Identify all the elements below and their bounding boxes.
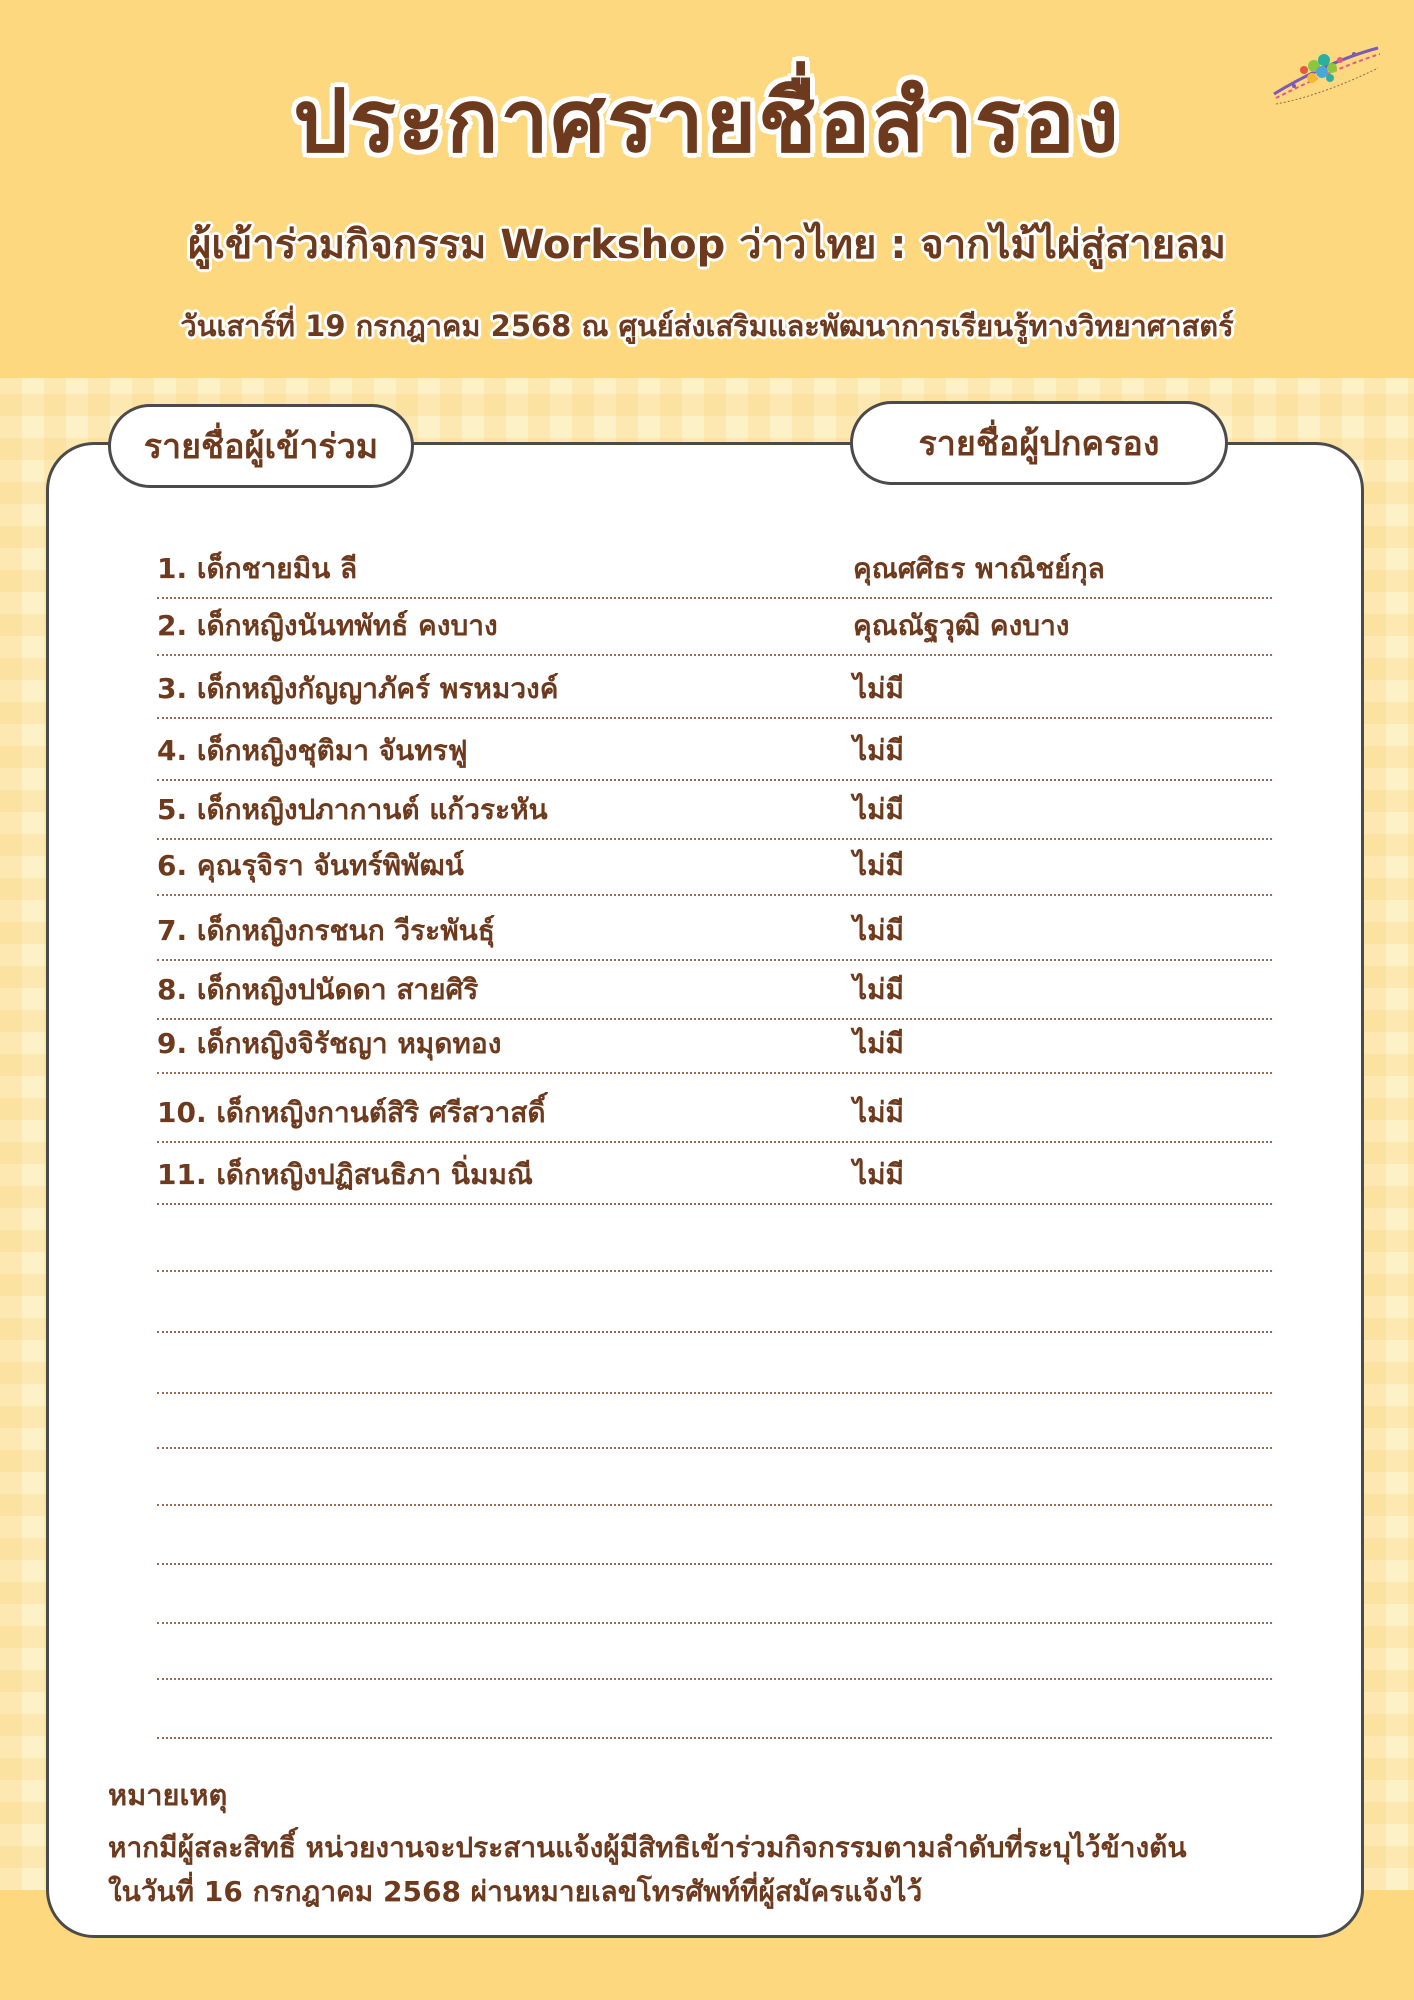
list-row (157, 1393, 1272, 1449)
remark-line: ในวันที่ 16 กรกฎาคม 2568 ผ่านหมายเลขโทรศัพท์ที่ผู้สมัครแจ้งไว้ (108, 1875, 923, 1908)
participant-name: 10. เด็กหญิงกานต์สิริ ศรีสวาสดิ์ (157, 1096, 546, 1129)
list-row (157, 1018, 1272, 1074)
list-row (157, 964, 1272, 1020)
list-row (157, 1683, 1272, 1739)
list-row (157, 784, 1272, 840)
list-row (157, 725, 1272, 781)
list-row (157, 663, 1272, 719)
list-row (157, 1277, 1272, 1333)
list-row (157, 1338, 1272, 1394)
list-row (157, 1149, 1272, 1205)
participant-name: 11. เด็กหญิงปฏิสนธิภา นิ่มมณี (157, 1158, 533, 1191)
guardian-name: ไม่มี (853, 1096, 904, 1129)
participant-name: 9. เด็กหญิงจิรัชญา หมุดทอง (157, 1027, 502, 1060)
list-row (157, 905, 1272, 961)
list-row (157, 600, 1272, 656)
list-row (157, 840, 1272, 896)
list-row (157, 1624, 1272, 1680)
guardian-name: คุณศศิธร พาณิชย์กุล (853, 552, 1105, 585)
list-row (157, 1450, 1272, 1506)
list-row (157, 543, 1272, 599)
guardian-name: ไม่มี (853, 914, 904, 947)
participants-heading: รายชื่อผู้เข้าร่วม (108, 404, 414, 488)
page-subtitle: ผู้เข้าร่วมกิจกรรม Workshop ว่าวไทย : จากไม้ไผ่สู่สายลม (187, 222, 1227, 268)
participant-name: 4. เด็กหญิงชุติมา จันทรฟู (157, 734, 468, 767)
list-row (157, 1509, 1272, 1565)
guardian-name: ไม่มี (853, 1027, 904, 1060)
participant-name: 7. เด็กหญิงกรชนก วีระพันธุ์ (157, 914, 495, 947)
list-row (157, 1568, 1272, 1624)
participant-name: 5. เด็กหญิงปภากานต์ แก้วระหัน (157, 793, 548, 826)
participant-name: 1. เด็กชายมิน ลี (157, 552, 358, 585)
page-title: ประกาศรายชื่อสำรอง (293, 72, 1121, 172)
remark-heading: หมายเหตุ (108, 1778, 228, 1812)
guardian-name: ไม่มี (853, 734, 904, 767)
guardian-name: คุณณัฐวุฒิ คงบาง (853, 609, 1070, 642)
event-date-venue: วันเสาร์ที่ 19 กรกฎาคม 2568 ณ ศูนย์ส่งเสริมและพัฒนาการเรียนรู้ทางวิทยาศาสตร์ (180, 309, 1234, 343)
remark-line: หากมีผู้สละสิทธิ์ หน่วยงานจะประสานแจ้งผู้มีสิทธิเข้าร่วมกิจกรรมตามลำดับที่ระบุไว้ข้างต้น (108, 1831, 1187, 1864)
guardian-name: ไม่มี (853, 1158, 904, 1191)
participant-name: 3. เด็กหญิงกัญญาภัคร์ พรหมวงค์ (157, 672, 559, 705)
list-row (157, 1087, 1272, 1143)
participant-name: 2. เด็กหญิงนันทพัทธ์ คงบาง (157, 609, 498, 642)
science-center-logo-icon (1270, 38, 1382, 110)
guardians-heading: รายชื่อผู้ปกครอง (850, 401, 1228, 485)
guardian-name: ไม่มี (853, 973, 904, 1006)
guardian-name: ไม่มี (853, 793, 904, 826)
participant-name: 8. เด็กหญิงปนัดดา สายศิริ (157, 973, 479, 1006)
guardian-name: ไม่มี (853, 672, 904, 705)
list-row (157, 1216, 1272, 1272)
guardian-name: ไม่มี (853, 849, 904, 882)
remark (108, 1772, 1348, 1914)
participant-name: 6. คุณรุจิรา จันทร์พิพัฒน์ (157, 849, 464, 882)
